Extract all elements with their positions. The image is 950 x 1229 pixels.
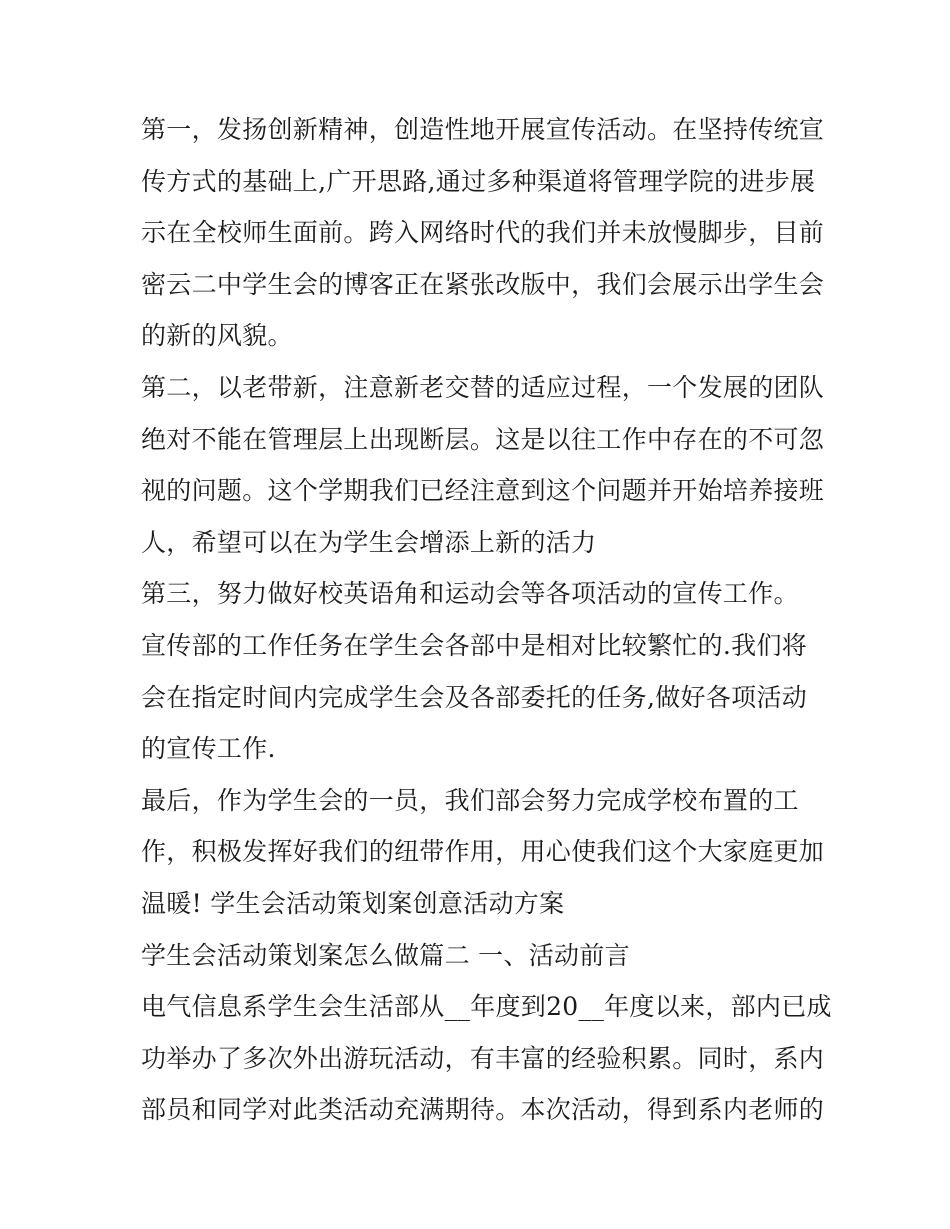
- text-line: 绝对不能在管理层上出现断层。这是以往工作中存在的不可忽: [141, 424, 825, 454]
- text-line: 宣传部的工作任务在学生会各部中是相对比较繁忙的.我们将: [141, 630, 808, 660]
- text-line: 最后，作为学生会的一员，我们部会努力完成学校布置的工: [141, 785, 799, 815]
- text-line: 第二，以老带新，注意新老交替的适应过程，一个发展的团队: [141, 372, 825, 402]
- section-heading-line: 学生会活动策划案怎么做篇二 一、活动前言: [141, 940, 630, 970]
- text-line: 传方式的基础上,广开思路,通过多种渠道将管理学院的进步展: [141, 166, 816, 196]
- text-line: 会在指定时间内完成学生会及各部委托的任务,做好各项活动: [141, 682, 808, 712]
- text-line: 的宣传工作.: [141, 734, 276, 764]
- text-line: 功举办了多次外出游玩活动，有丰富的经验积累。同时，系内: [141, 1043, 825, 1073]
- text-line: 密云二中学生会的博客正在紧张改版中，我们会展示出学生会: [141, 269, 825, 299]
- text-line: 第三，努力做好校英语角和运动会等各项活动的宣传工作。: [141, 579, 799, 609]
- text-line: 温暖! 学生会活动策划案创意活动方案: [141, 888, 565, 918]
- text-line: 部员和同学对此类活动充满期待。本次活动，得到系内老师的: [141, 1095, 825, 1125]
- text-line: 作，积极发挥好我们的纽带作用，用心使我们这个大家庭更加: [141, 837, 825, 867]
- text-line: 视的问题。这个学期我们已经注意到这个问题并开始培养接班: [141, 476, 825, 506]
- document-body: [141, 104, 832, 1136]
- text-line: 示在全校师生面前。跨入网络时代的我们并未放慢脚步，目前: [141, 218, 825, 248]
- text-line: 电气信息系学生会生活部从__年度到20__年度以来，部内已成: [141, 992, 832, 1022]
- text-line: 第一，发扬创新精神，创造性地开展宣传活动。在坚持传统宣: [141, 115, 825, 144]
- text-line: 人，希望可以在为学生会增添上新的活力: [141, 527, 597, 557]
- text-line: 的新的风貌。: [141, 321, 293, 351]
